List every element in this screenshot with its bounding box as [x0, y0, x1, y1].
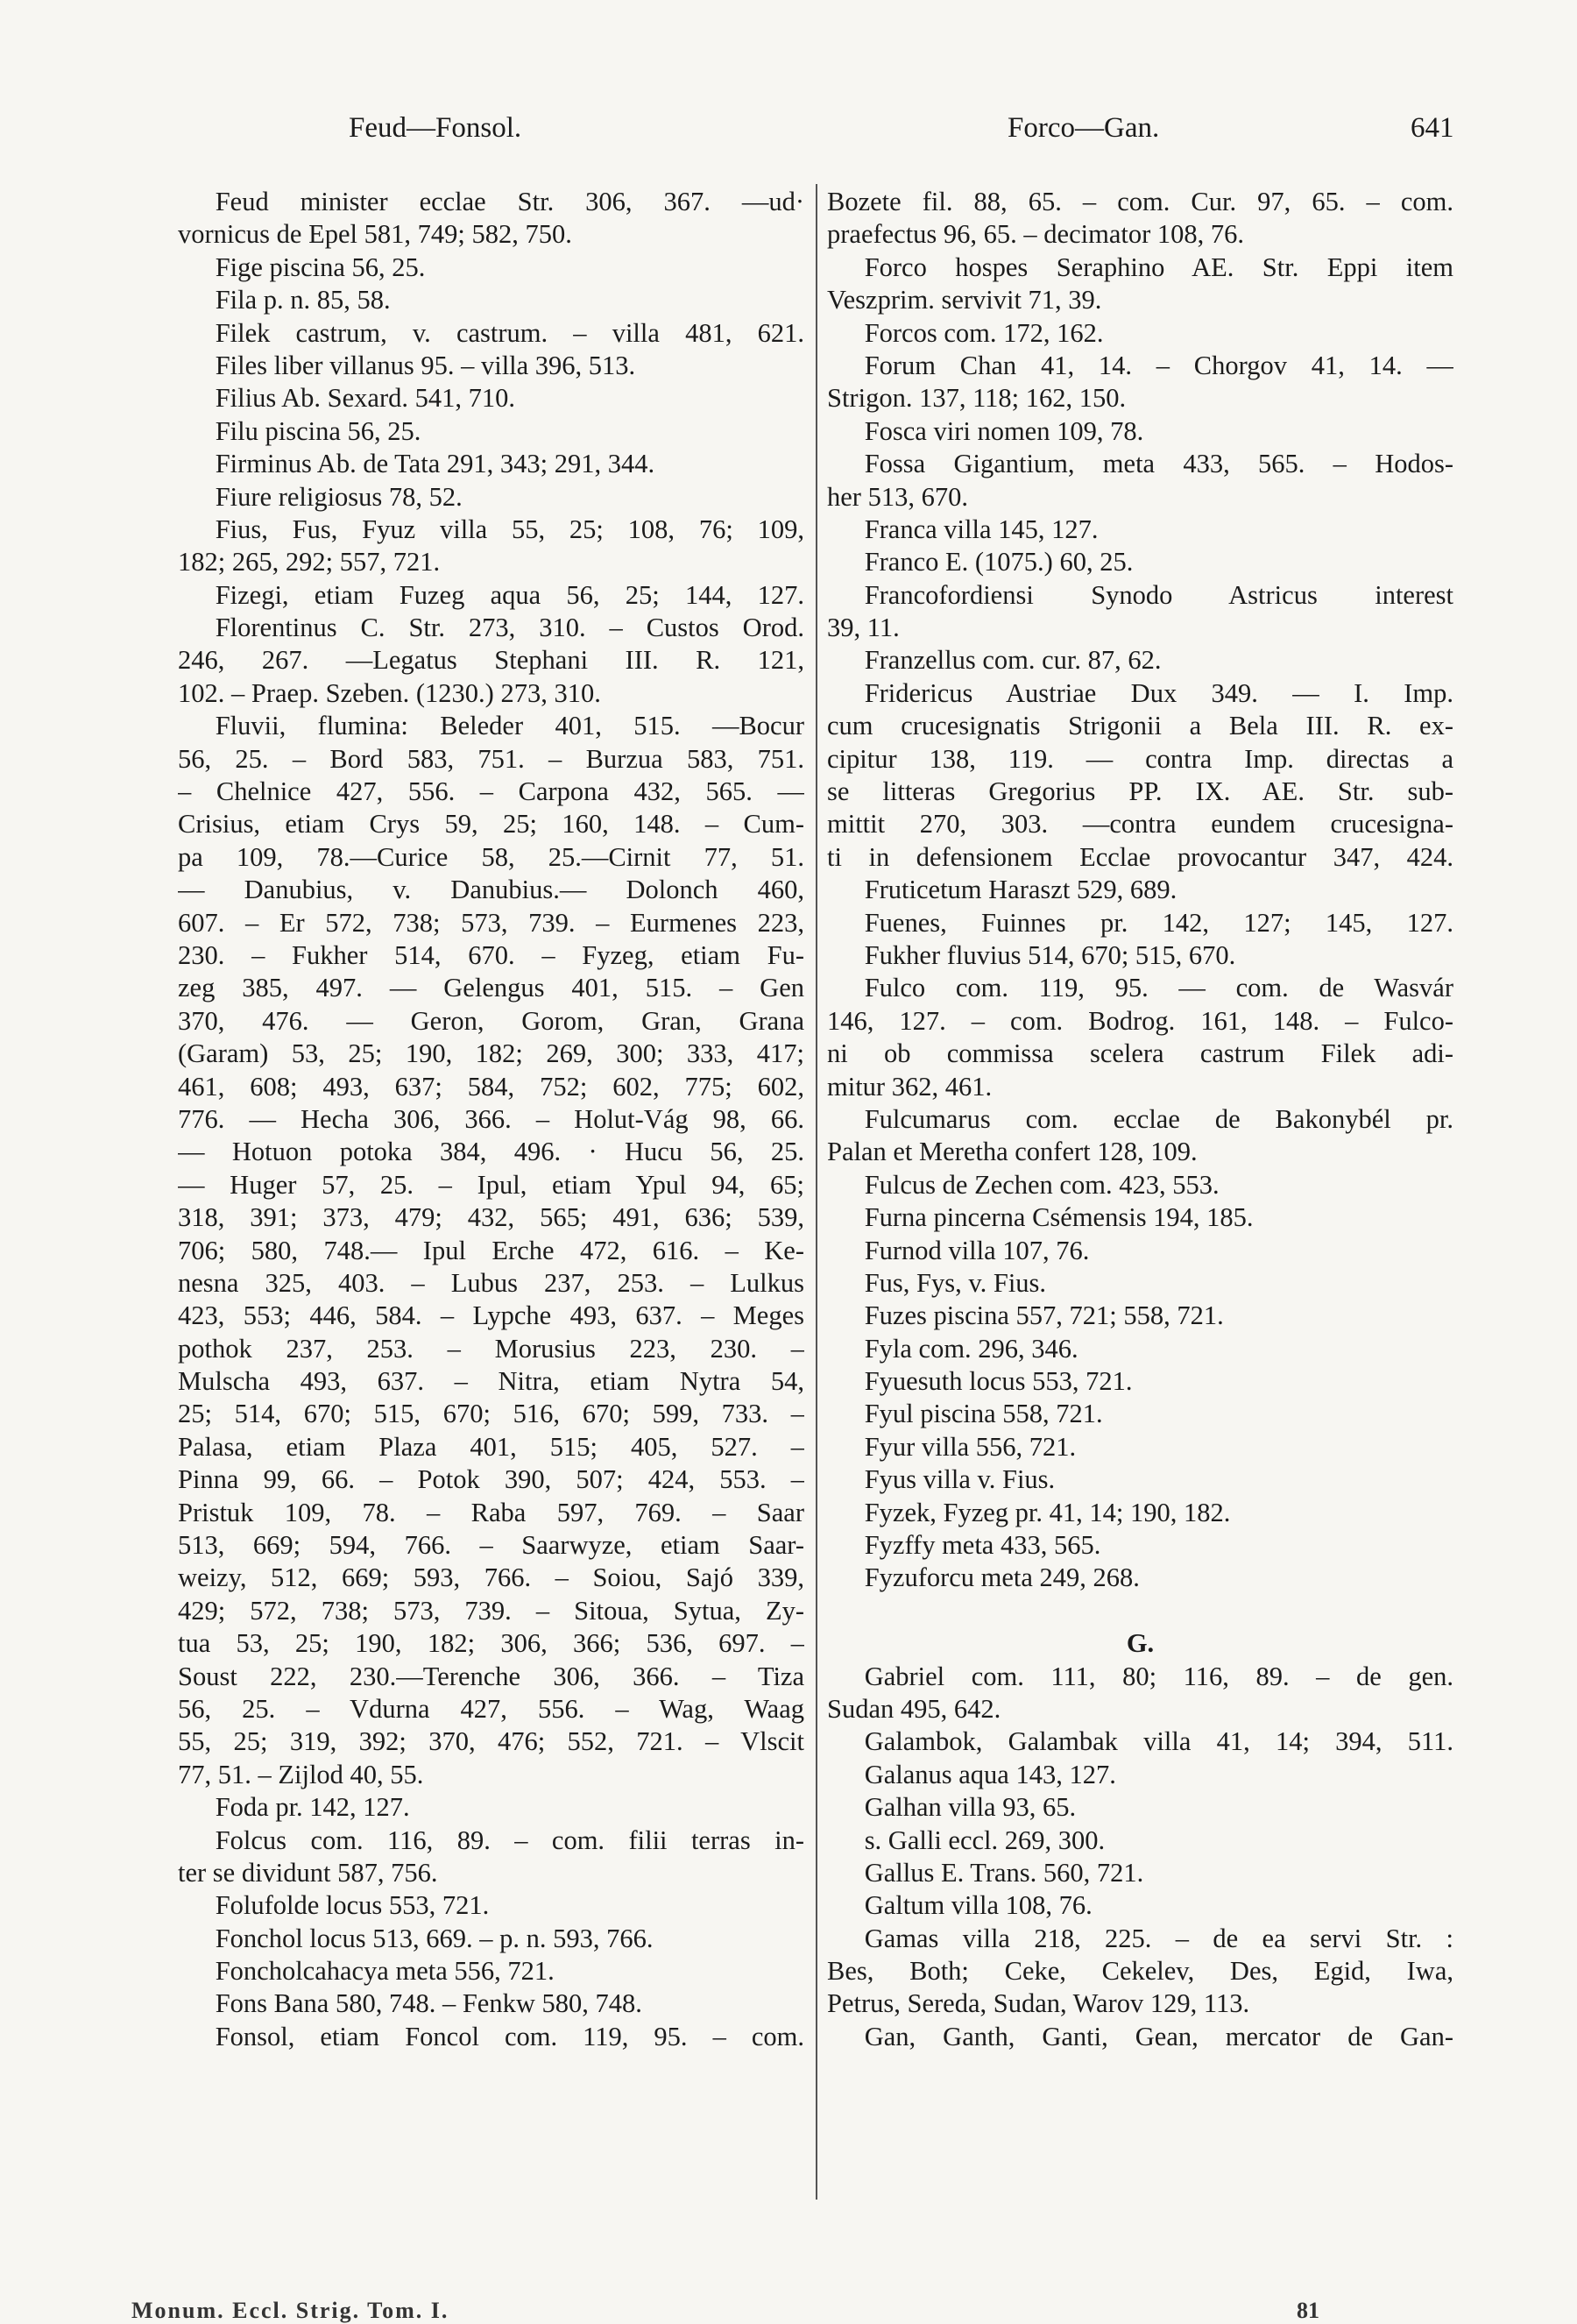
index-line: Foncholcahacya meta 556, 721. [215, 1956, 555, 1987]
index-line: Filius Ab. Sexard. 541, 710. [215, 383, 515, 414]
index-line: Fuenes, Fuinnes pr. 142, 127; 145, 127. [864, 907, 1453, 938]
index-line: Fige piscina 56, 25. [215, 252, 426, 282]
index-line: zeg 385, 497. — Gelengus 401, 515. – Gen [178, 973, 804, 1003]
index-line: Folufolde locus 553, 721. [215, 1890, 490, 1921]
index-line: 607. – Er 572, 738; 573, 739. – Eurmenes 223, [178, 907, 804, 938]
index-line: ter se dividunt 587, 756. [178, 1857, 438, 1888]
index-line: pa 109, 78.—Curice 58, 25.—Cirnit 77, 51. [178, 841, 804, 872]
index-line: ni ob commissa scelera castrum Filek adi- [827, 1038, 1453, 1069]
index-line: Galhan villa 93, 65. [864, 1792, 1077, 1823]
section-letter-heading: G. [1126, 1628, 1155, 1659]
index-line: Bes, Both; Ceke, Cekelev, Des, Egid, Iwa, [827, 1956, 1453, 1987]
index-line: Fluvii, flumina: Beleder 401, 515. —Bocur [215, 711, 804, 741]
index-line: Fonchol locus 513, 669. – p. n. 593, 766. [215, 1923, 654, 1953]
index-line: Forcos com. 172, 162. [864, 317, 1104, 348]
index-line: Galanus aqua 143, 127. [864, 1759, 1116, 1789]
index-line: se litteras Gregorius PP. IX. AE. Str. sub- [827, 776, 1453, 807]
index-line: praefectus 96, 65. – decimator 108, 76. [827, 219, 1244, 250]
index-line: Bozete fil. 88, 65. – com. Cur. 97, 65. – com. [827, 187, 1453, 216]
index-line: 39, 11. [827, 613, 900, 643]
index-line: — Danubius, v. Danubius.— Dolonch 460, [178, 875, 804, 905]
index-line: Fila p. n. 85, 58. [215, 285, 391, 315]
index-line: 182; 265, 292; 557, 721. [178, 547, 441, 577]
index-line: 77, 51. – Zijlod 40, 55. [178, 1759, 424, 1789]
index-line: weizy, 512, 669; 593, 766. – Soiou, Sajó 339, [178, 1562, 804, 1593]
footer-signature: Monum. Eccl. Strig. Tom. I. [131, 2298, 449, 2323]
footer-sheet-number: 81 [1297, 2298, 1319, 2323]
index-line: Fukher fluvius 514, 670; 515, 670. [864, 939, 1236, 970]
index-line: Fossa Gigantium, meta 433, 565. – Hodos- [864, 449, 1453, 479]
index-line: 56, 25. – Vdurna 427, 556. – Wag, Waag [178, 1693, 804, 1724]
index-line: 55, 25; 319, 392; 370, 476; 552, 721. – Vlscit [178, 1726, 804, 1757]
index-line: Fyus villa v. Fius. [864, 1464, 1056, 1495]
index-line: pothok 237, 253. – Morusius 223, 230. – [178, 1333, 804, 1364]
index-line: 146, 127. – com. Bodrog. 161, 148. – Fulco- [827, 1005, 1453, 1036]
index-line: Galtum villa 108, 76. [864, 1890, 1093, 1921]
index-line: Gallus E. Trans. 560, 721. [864, 1857, 1144, 1888]
right-index-column [827, 186, 1453, 2236]
index-line: cipitur 138, 119. — contra Imp. directas a [827, 743, 1453, 774]
index-line: Fuzes piscina 557, 721; 558, 721. [864, 1300, 1224, 1331]
index-line: vornicus de Epel 581, 749; 582, 750. [178, 219, 572, 250]
index-line: nesna 325, 403. – Lubus 237, 253. – Lulkus [178, 1267, 804, 1298]
index-line: Fus, Fys, v. Fius. [864, 1267, 1047, 1298]
index-line: Strigon. 137, 118; 162, 150. [827, 383, 1127, 414]
header-right-range: Forco—Gan. [1008, 112, 1160, 144]
index-line: mittit 270, 303. —contra eundem crucesigna- [827, 809, 1453, 840]
index-line: Palasa, etiam Plaza 401, 515; 405, 527. – [178, 1431, 804, 1462]
page-header [0, 112, 1577, 156]
index-line: Soust 222, 230.—Terenche 306, 366. – Tiza [178, 1661, 804, 1691]
index-line: Fulcus de Zechen com. 423, 553. [864, 1169, 1220, 1200]
index-line: Fyzuforcu meta 249, 268. [864, 1562, 1140, 1593]
index-line: Franca villa 145, 127. [864, 514, 1099, 544]
index-line: Foda pr. 142, 127. [215, 1792, 410, 1823]
header-left-range: Feud—Fonsol. [349, 112, 522, 144]
index-line: Feud minister ecclae Str. 306, 367. —ud· [215, 187, 804, 216]
index-line: Forco hospes Seraphino AE. Str. Eppi item [864, 252, 1453, 282]
index-line: Florentinus C. Str. 273, 310. – Custos Orod. [215, 613, 804, 643]
index-line: Fyul piscina 558, 721. [864, 1399, 1103, 1429]
index-line: Fyla com. 296, 346. [864, 1333, 1078, 1364]
index-line: Galambok, Galambak villa 41, 14; 394, 511. [864, 1726, 1453, 1757]
index-line: Francofordiensi Synodo Astricus interest [864, 579, 1453, 610]
index-line: 56, 25. – Bord 583, 751. – Burzua 583, 751. [178, 743, 804, 774]
index-line: tua 53, 25; 190, 182; 306, 366; 536, 697. – [178, 1628, 804, 1659]
index-line: Fridericus Austriae Dux 349. — I. Imp. [864, 677, 1453, 708]
index-line: Filu piscina 56, 25. [215, 415, 421, 446]
index-line: Fons Bana 580, 748. – Fenkw 580, 748. [215, 1988, 642, 2019]
index-line: 318, 391; 373, 479; 432, 565; 491, 636; 539, [178, 1202, 804, 1233]
index-line: 102. – Praep. Szeben. (1230.) 273, 310. [178, 677, 601, 708]
page-footer [0, 2298, 1577, 2322]
index-line: mitur 362, 461. [827, 1071, 993, 1102]
index-line: 513, 669; 594, 766. – Saarwyze, etiam Saar- [178, 1530, 804, 1561]
index-line: Fizegi, etiam Fuzeg aqua 56, 25; 144, 127. [215, 579, 804, 610]
index-line: Forum Chan 41, 14. – Chorgov 41, 14. — [864, 350, 1453, 380]
index-line: Fulco com. 119, 95. — com. de Wasvár [864, 973, 1453, 1003]
index-line: Filek castrum, v. castrum. – villa 481, 621. [215, 317, 804, 348]
index-line: Fius, Fus, Fyuz villa 55, 25; 108, 76; 109, [215, 514, 804, 544]
index-line: Files liber villanus 95. – villa 396, 513. [215, 350, 636, 380]
index-line: Sudan 495, 642. [827, 1693, 1001, 1724]
index-line: Crisius, etiam Crys 59, 25; 160, 148. – Cum- [178, 809, 804, 840]
index-line: Fulcumarus com. ecclae de Bakonybél pr. [864, 1103, 1453, 1134]
index-line: ti in defensionem Ecclae provocantur 347, 424. [827, 841, 1453, 872]
index-line: her 513, 670. [827, 481, 968, 512]
index-line: Furnod villa 107, 76. [864, 1235, 1090, 1265]
index-line: Franzellus com. cur. 87, 62. [864, 645, 1162, 676]
index-line: Fonsol, etiam Foncol com. 119, 95. – com. [215, 2021, 804, 2051]
index-line: Pinna 99, 66. – Potok 390, 507; 424, 553. – [178, 1464, 804, 1495]
index-line: Fyur villa 556, 721. [864, 1431, 1077, 1462]
index-line: Fiure religiosus 78, 52. [215, 481, 463, 512]
index-line: Firminus Ab. de Tata 291, 343; 291, 344. [215, 449, 655, 479]
index-line: s. Galli eccl. 269, 300. [864, 1824, 1106, 1855]
index-line: Furna pincerna Csémensis 194, 185. [864, 1202, 1254, 1233]
index-line: Veszprim. servivit 71, 39. [827, 285, 1102, 315]
index-line: 230. – Fukher 514, 670. – Fyzeg, etiam Fu- [178, 939, 804, 970]
index-line: – Chelnice 427, 556. – Carpona 432, 565. — [178, 776, 804, 807]
index-line: 25; 514, 670; 515, 670; 516, 670; 599, 733. – [178, 1399, 804, 1429]
index-line: Gamas villa 218, 225. – de ea servi Str. : [864, 1923, 1453, 1953]
left-index-column [178, 186, 804, 2236]
index-line: Gabriel com. 111, 80; 116, 89. – de gen. [864, 1661, 1453, 1691]
index-line: 370, 476. — Geron, Gorom, Gran, Grana [178, 1005, 804, 1036]
index-line: Fruticetum Haraszt 529, 689. [864, 875, 1177, 905]
page-number: 641 [1411, 112, 1454, 144]
index-line: Mulscha 493, 637. – Nitra, etiam Nytra 54, [178, 1366, 804, 1397]
index-line: Fyuesuth locus 553, 721. [864, 1366, 1133, 1397]
index-line: 246, 267. —Legatus Stephani III. R. 121, [178, 645, 804, 676]
column-divider [816, 184, 817, 2200]
index-line: cum crucesignatis Strigonii a Bela III. R. ex- [827, 711, 1453, 741]
index-line: 461, 608; 493, 637; 584, 752; 602, 775; 602, [178, 1071, 804, 1102]
index-line: 423, 553; 446, 584. – Lypche 493, 637. – Meges [178, 1300, 804, 1331]
index-line: Fyzffy meta 433, 565. [864, 1530, 1101, 1561]
index-line: (Garam) 53, 25; 190, 182; 269, 300; 333, 417; [178, 1038, 804, 1069]
index-line: Gan, Ganth, Ganti, Gean, mercator de Gan- [864, 2021, 1453, 2051]
index-line: Palan et Meretha confert 128, 109. [827, 1137, 1198, 1167]
index-line: 776. — Hecha 306, 366. – Holut-Vág 98, 66. [178, 1103, 804, 1134]
index-line: Fyzek, Fyzeg pr. 41, 14; 190, 182. [864, 1497, 1231, 1527]
index-line: Franco E. (1075.) 60, 25. [864, 547, 1134, 577]
index-line: Folcus com. 116, 89. – com. filii terras in- [215, 1824, 804, 1855]
index-line: Petrus, Sereda, Sudan, Warov 129, 113. [827, 1988, 1250, 2019]
index-line: — Huger 57, 25. – Ipul, etiam Ypul 94, 65; [178, 1169, 804, 1200]
index-line: Fosca viri nomen 109, 78. [864, 415, 1144, 446]
index-line: — Hotuon potoka 384, 496. · Hucu 56, 25. [178, 1137, 804, 1167]
index-line: 706; 580, 748.— Ipul Erche 472, 616. – Ke- [178, 1235, 804, 1265]
index-line: Pristuk 109, 78. – Raba 597, 769. – Saar [178, 1497, 804, 1527]
index-line: 429; 572, 738; 573, 739. – Sitoua, Sytua, Zy- [178, 1595, 804, 1626]
index-line [827, 1595, 1453, 1627]
